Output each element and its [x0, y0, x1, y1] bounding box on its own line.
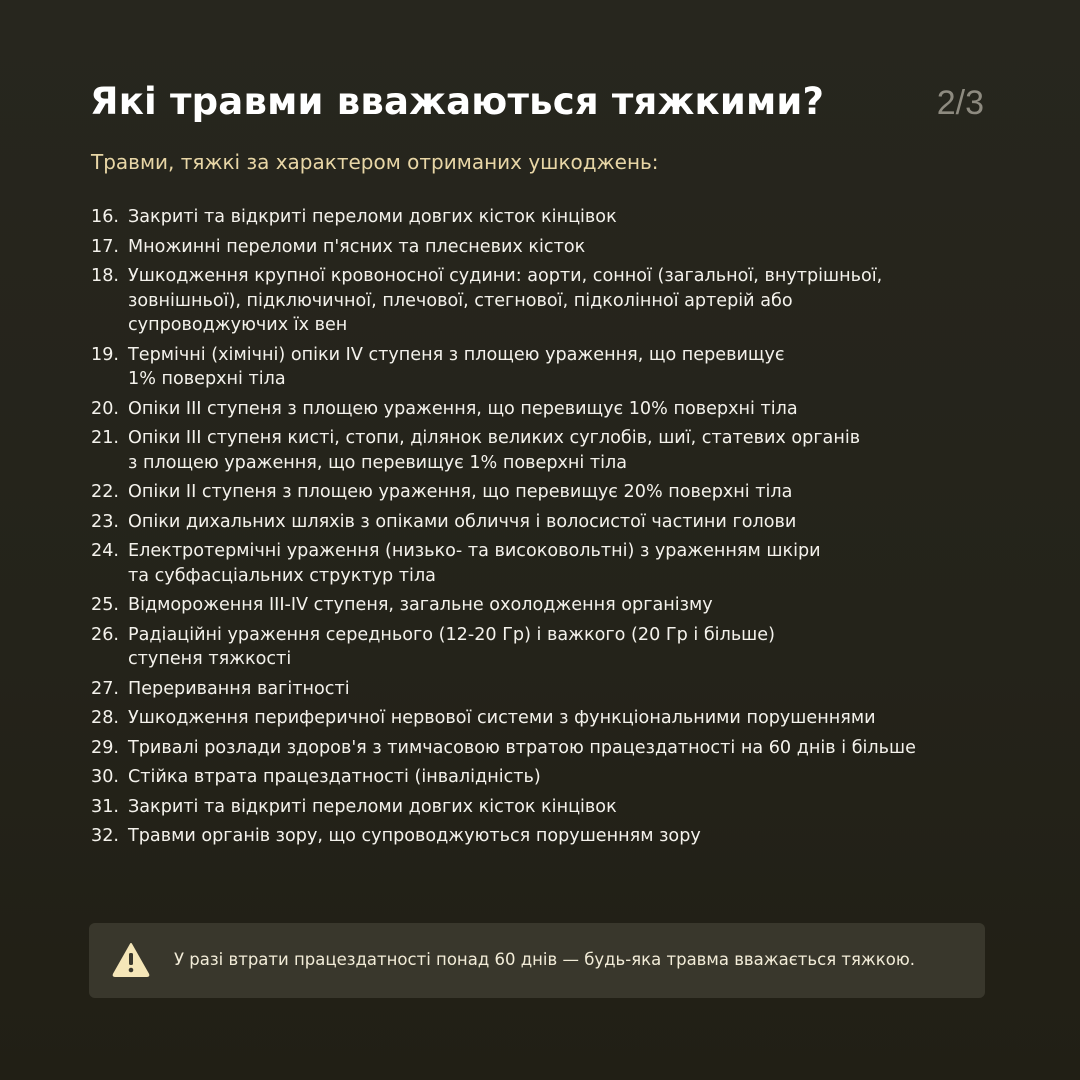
item-text: Стійка втрата працездатності (інвалідність) — [128, 767, 541, 787]
injury-list — [91, 205, 991, 854]
list-item-19 — [91, 343, 991, 392]
list-item-24 — [91, 539, 991, 588]
item-text: Опіки III ступеня з площею ураження, що перевищує 10% поверхні тіла — [128, 398, 798, 419]
list-item-30 — [91, 765, 991, 790]
list-item-18 — [91, 264, 991, 338]
item-text: Радіаційні ураження середнього (12-20 Гр) і важкого (20 Гр і більше) ступеня тяжкості — [128, 624, 775, 669]
item-text: Множинні переломи п'ясних та плесневих кісток — [128, 236, 586, 257]
item-number: 23. — [91, 511, 119, 532]
item-number: 16. — [91, 207, 119, 227]
item-number: 31. — [91, 796, 119, 817]
item-text: Відмороження III-IV ступеня, загальне охолодження організму — [128, 595, 713, 615]
item-number: 27. — [91, 678, 119, 699]
item-number: 19. — [91, 344, 119, 365]
page-counter: 2/3 — [936, 84, 984, 122]
item-text: Травми органів зору, що супроводжуються порушенням зору — [128, 826, 701, 846]
list-item-32 — [91, 824, 991, 849]
item-number: 22. — [91, 482, 119, 502]
item-text: Опіки III ступеня кисті, стопи, ділянок великих суглобів, шиї, статевих органів з площею ураження, що перевищує 1% поверхні тіла — [128, 428, 861, 473]
item-text: Закриті та відкриті переломи довгих кісток кінцівок — [128, 207, 617, 227]
list-item-17 — [91, 235, 991, 260]
page-title: Які травми вважаються тяжкими? — [90, 80, 825, 123]
item-text: Тривалі розлади здоров'я з тимчасовою втратою працездатності на 60 днів і більше — [128, 737, 916, 758]
list-item-16 — [91, 205, 991, 230]
item-text: Електротермічні ураження (низько- та високовольтні) з ураженням шкіри та субфасціальних структур тіла — [128, 541, 821, 586]
warning-icon — [112, 942, 150, 977]
list-item-26 — [91, 623, 991, 672]
list-item-31 — [91, 795, 991, 820]
item-number: 24. — [91, 541, 119, 561]
item-text: Опіки II ступеня з площею ураження, що перевищує 20% поверхні тіла — [128, 482, 793, 502]
list-item-23 — [91, 510, 991, 535]
item-text: Закриті та відкриті переломи довгих кісток кінцівок — [128, 796, 617, 817]
item-text: Переривання вагітності — [128, 678, 350, 699]
item-text: Ушкодження периферичної нервової системи з функціональними порушеннями — [128, 708, 876, 728]
item-number: 29. — [91, 737, 119, 758]
item-text: Ушкодження крупної кровоносної судини: аорти, сонної (загальної, внутрішньої, зовнішньої), підключичної, плечової, стегнової, підколінної артерій або супроводжуючих їх вен — [128, 266, 883, 335]
item-number: 21. — [91, 428, 119, 448]
item-number: 30. — [91, 767, 119, 787]
item-text: Термічні (хімічні) опіки IV ступеня з площею ураження, що перевищує 1% поверхні тіла — [128, 344, 785, 389]
list-item-25 — [91, 593, 991, 618]
list-item-29 — [91, 736, 991, 761]
item-number: 26. — [91, 624, 119, 645]
item-number: 32. — [91, 826, 119, 846]
item-number: 25. — [91, 595, 119, 615]
item-number: 17. — [91, 236, 119, 257]
warning-notice — [89, 923, 985, 998]
notice-text: У разі втрати працездатності понад 60 днів — будь-яка травма вважається тяжкою. — [174, 950, 915, 969]
list-item-22 — [91, 480, 991, 505]
list-item-21 — [91, 426, 991, 475]
list-item-20 — [91, 397, 991, 422]
item-text: Опіки дихальних шляхів з опіками обличчя і волосистої частини голови — [128, 511, 797, 532]
section-subtitle: Травми, тяжкі за характером отриманих ушкоджень: — [91, 150, 659, 174]
item-number: 20. — [91, 398, 119, 419]
list-item-27 — [91, 677, 991, 702]
list-item-28 — [91, 706, 991, 731]
item-number: 28. — [91, 708, 119, 728]
item-number: 18. — [91, 266, 119, 286]
